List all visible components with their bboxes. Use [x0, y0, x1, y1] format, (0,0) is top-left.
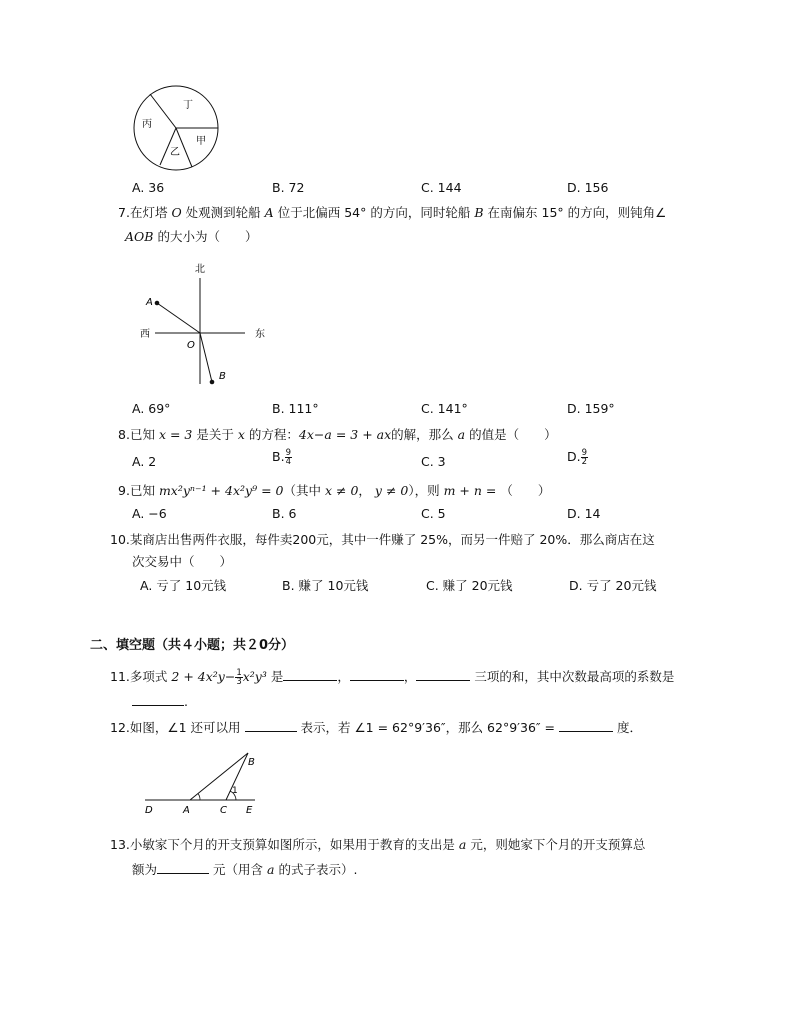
q11-blank-1[interactable] — [283, 667, 337, 681]
q9-option-c: C. 5 — [421, 506, 446, 521]
q8-option-a: A. 2 — [132, 454, 157, 469]
q12-blank-2[interactable] — [559, 718, 613, 732]
q7-line1: 7.在灯塔 O 处观测到轮船 A 位于北偏西 54° 的方向，同时轮船 B 在南偏东 15° 的方向，则钝角∠ — [118, 205, 667, 220]
q11-blank-4[interactable] — [132, 692, 184, 706]
q13-blank-1[interactable] — [157, 860, 209, 874]
q12-question: 12.如图，∠1 还可以用 表示，若 ∠1 = 62°9′36″，那么 62°9′36″ = 度． — [110, 720, 643, 735]
direction-diagram — [135, 258, 275, 390]
q6-option-b: B. 72 — [272, 180, 305, 195]
q10-option-a: A. 亏了 10元钱 — [140, 578, 227, 593]
q9-option-a: A. −6 — [132, 506, 167, 521]
q10-option-c: C. 赚了 20元钱 — [426, 578, 513, 593]
section-title-fill-in: 二、填空题（共４小题；共２0分） — [90, 638, 295, 653]
q11-blank-3[interactable] — [416, 667, 470, 681]
point-c-label: C — [220, 805, 227, 816]
q8-option-c: C. 3 — [421, 454, 446, 469]
point-b-label: B — [219, 371, 226, 382]
q11-blank-2[interactable] — [350, 667, 404, 681]
q11-line1: 11.多项式 2 + 4x²y− $\frac{1}{3}$ x²y³ 是 ， ， 三项的和，其中次数最高项的系数是 — [110, 668, 675, 687]
angle-1-label: 1 — [232, 786, 238, 796]
pie-label-yi: 乙 — [170, 147, 180, 158]
point-a-label: A — [146, 297, 153, 308]
q9-option-b: B. 6 — [272, 506, 297, 521]
pie-label-jia: 甲 — [196, 136, 206, 147]
q7-option-a: A. 69° — [132, 401, 171, 416]
north-label: 北 — [195, 264, 205, 275]
q6-option-c: C. 144 — [421, 180, 462, 195]
q13-line1: 13.小敏家下个月的开支预算如图所示，如果用于教育的支出是 a 元，则她家下个月的开支预算总 — [110, 837, 646, 852]
east-label: 东 — [255, 329, 265, 340]
q8-option-b: B. $\frac{9}{4}$ — [272, 448, 291, 467]
q12-blank-1[interactable] — [245, 718, 297, 732]
pie-label-ding: 丁 — [183, 100, 193, 111]
q7-option-d: D. 159° — [567, 401, 615, 416]
q9-option-d: D. 14 — [567, 506, 601, 521]
q9-question: 9.已知 mx²yⁿ⁻¹ + 4x²y⁹ = 0（其中 x ≠ 0， y ≠ 0），则 m + n = （ ） — [118, 483, 551, 498]
west-label: 西 — [140, 329, 150, 340]
q13-line2: 额为 元（用含 a 的式子表示）. — [132, 862, 358, 877]
point-d-label: D — [145, 805, 153, 816]
q8-question: 8.已知 x = 3 是关于 x 的方程：4x−a = 3 + ax的解，那么 a 的值是（ ） — [118, 427, 557, 442]
q7-option-c: C. 141° — [421, 401, 468, 416]
pie-label-bing: 丙 — [142, 119, 152, 130]
point-a-label: A — [183, 805, 190, 816]
q11-line2: . — [132, 692, 188, 711]
q7-line2: AOB 的大小为（ ） — [125, 229, 258, 244]
pie-diagram — [130, 82, 222, 174]
q10-option-b: B. 赚了 10元钱 — [282, 578, 369, 593]
q10-option-d: D. 亏了 20元钱 — [569, 578, 657, 593]
q10-line2: 次交易中（ ） — [132, 554, 233, 569]
q6-option-d: D. 156 — [567, 180, 609, 195]
angle-diagram — [140, 748, 265, 818]
point-e-label: E — [246, 805, 253, 816]
q7-option-b: B. 111° — [272, 401, 319, 416]
q10-line1: 10.某商店出售两件衣服，每件卖200元，其中一件赚了 25%，而另一件赔了 20%．那么商店在这 — [110, 532, 655, 547]
point-b-label: B — [248, 757, 255, 768]
point-o-label: O — [187, 340, 195, 351]
q8-option-d: D. $\frac{9}{2}$ — [567, 448, 588, 467]
q6-option-a: A. 36 — [132, 180, 165, 195]
